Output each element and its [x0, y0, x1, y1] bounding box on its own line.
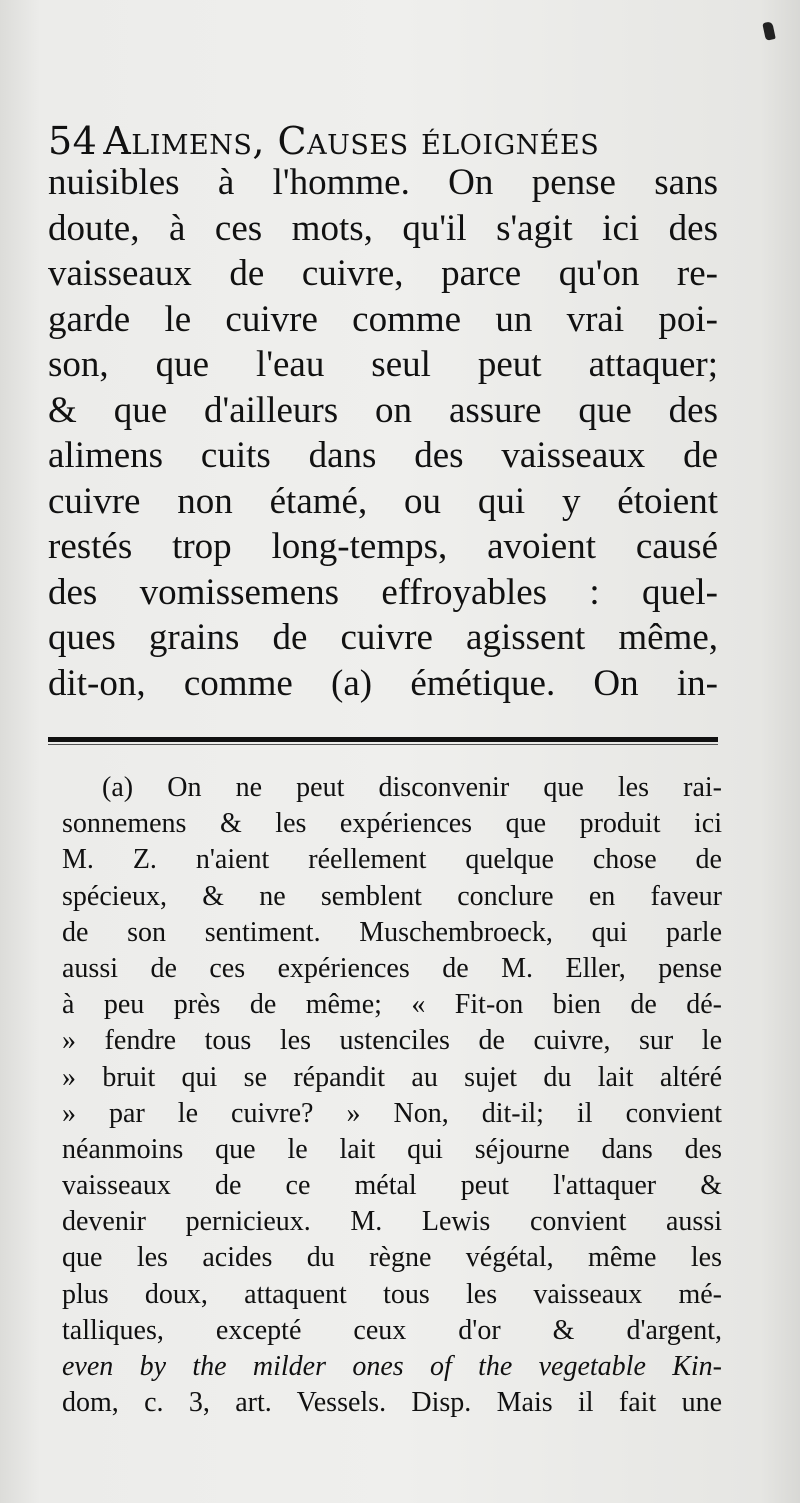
footnote-line: talliques, excepté ceux d'or & d'argent,: [62, 1314, 722, 1346]
footnote-line: spécieux, & ne semblent conclure en faveur: [62, 880, 722, 912]
footnote-line: devenir pernicieux. M. Lewis convient aussi: [62, 1206, 722, 1238]
main-text: [48, 160, 718, 706]
footnote-rule-thin: [48, 744, 718, 745]
text-line: des vomissemens effroyables : quel-: [48, 571, 718, 613]
ink-blot: [762, 21, 776, 41]
footnote-line: à peu près de même; « Fit-on bien de dé-: [62, 989, 722, 1021]
footnote-line: de son sentiment. Muschembroeck, qui parle: [62, 916, 722, 948]
footnote-line: sonnemens & les expériences que produit ici: [62, 808, 722, 840]
text-line: son, que l'eau seul peut attaquer;: [48, 344, 718, 385]
text-line: vaisseaux de cuivre, parce qu'on re-: [48, 253, 718, 294]
footnote-line: » par le cuivre? » Non, dit-il; il convient: [62, 1097, 722, 1129]
footnote-line: que les acides du règne végétal, même les: [62, 1242, 722, 1274]
footnote-rule: [48, 737, 718, 742]
text-line: nuisibles à l'homme. On pense sans: [48, 162, 718, 203]
text-line: cuivre non étamé, ou qui y étoient: [48, 480, 718, 522]
text-line: doute, à ces mots, qu'il s'agit ici des: [48, 207, 718, 249]
text-line: alimens cuits dans des vaisseaux de: [48, 435, 718, 476]
footnote-line: dom, c. 3, art. Vessels. Disp. Mais il fait une: [62, 1387, 722, 1419]
text-line: & que d'ailleurs on assure que des: [48, 389, 718, 431]
text-line: dit-on, comme (a) émétique. On in-: [48, 662, 718, 704]
footnote-line: aussi de ces expériences de M. Eller, pense: [62, 952, 722, 984]
footnote: [62, 770, 722, 1421]
text-line: garde le cuivre comme un vrai poi-: [48, 298, 718, 340]
footnote-line: vaisseaux de ce métal peut l'attaquer &: [62, 1170, 722, 1202]
footnote-line: néanmoins que le lait qui séjourne dans des: [62, 1133, 722, 1165]
running-title: Alimens, Causes éloignées: [103, 119, 600, 163]
page-number: 54: [48, 119, 98, 163]
running-header: [48, 118, 768, 164]
text-line: ques grains de cuivre agissent même,: [48, 617, 718, 658]
footnote-line: » bruit qui se répandit au sujet du lait altéré: [62, 1061, 722, 1093]
text-line: restés trop long-temps, avoient causé: [48, 526, 718, 567]
footnote-line: plus doux, attaquent tous les vaisseaux mé-: [62, 1278, 722, 1310]
footnote-line: M. Z. n'aient réellement quelque chose de: [62, 844, 722, 876]
footnote-line: even by the milder ones of the vegetable Kin-: [62, 1351, 722, 1382]
footnote-line: (a) On ne peut disconvenir que les rai-: [102, 772, 722, 803]
footnote-line: » fendre tous les ustenciles de cuivre, sur le: [62, 1025, 722, 1057]
